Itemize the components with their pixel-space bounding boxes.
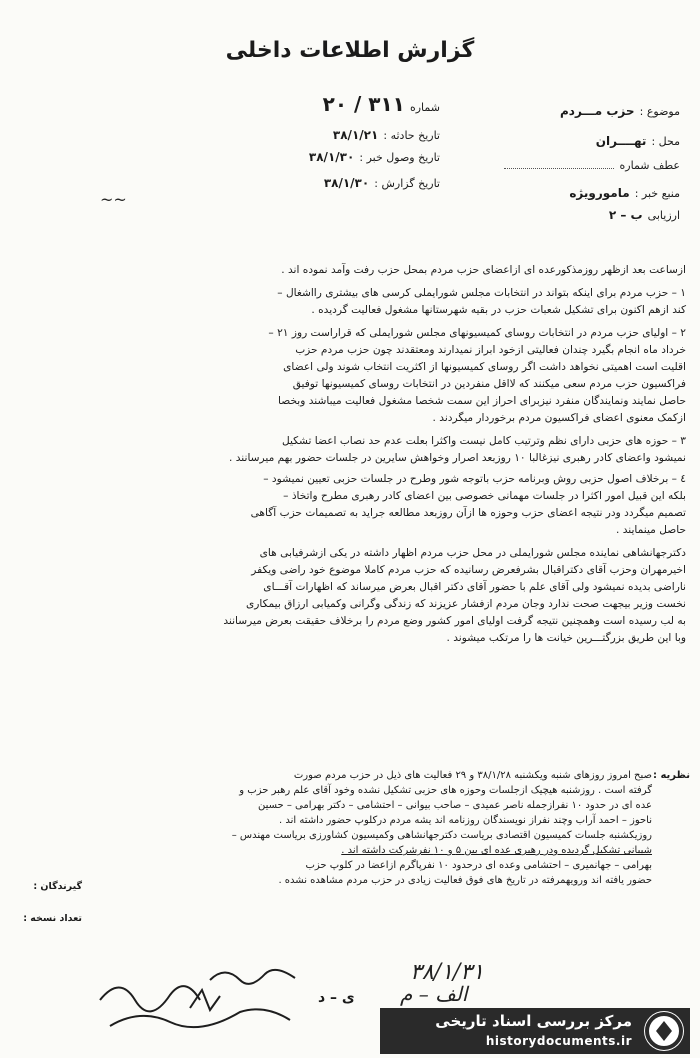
p2-line-b: خرداد ماه انجام بگیرد چندان فعالیتی ازخود ابراز نمیدارند ومعتقدند چون حزب مردم حزب [295, 344, 686, 356]
event-date-label: تاریخ حادثه : [383, 129, 440, 142]
intro-line: ازساعت بعد ازظهر روزمذکورعده ای ازاعضای حزب مردم بمحل حزب رفت وآمد نموده اند . [281, 264, 686, 276]
archive-banner [380, 1008, 690, 1054]
archive-url: historydocuments.ir [485, 1034, 632, 1048]
ref-dots [504, 168, 614, 169]
archive-name: مرکز بررسی اسناد تاریخی [435, 1012, 632, 1030]
p2-line-f: ازکمک معنوی اعضای فراکسیون مردم برخوردار میگردند . [432, 412, 686, 424]
p5-line-e: به لب رسیده است وهمچنین نتیجه گرفت اولیای امور کشور وضع مردم را برخلاف حقیقت بعرض میرسانند [223, 615, 686, 627]
note-body [96, 768, 652, 888]
p2-line-a: ۲ – اولیای حزب مردم در انتخابات روسای کمیسیونهای مجلس شورایملی که قراراست روز ۲۱ – [268, 327, 686, 339]
note-line-b: گرفته است . روزشنبه هیچیک ازجلسات وحوزه های حزبی تشکیل نشده وخود آقای علم رهبر حزب و [239, 785, 652, 796]
distribution-block [6, 880, 82, 926]
written-date: ۳۸/۱/۳۱ [410, 960, 484, 985]
number-label: شماره [409, 101, 440, 114]
note-label: نظریه : [652, 770, 690, 781]
note-line-f: شیبانی تشکیل گردیده ودر رهبری عده ای بین ۵ و ۱۰ نفرشرکت داشته اند . [341, 845, 652, 856]
p4-line-c: تصمیم میگردد ودر نتیجه اعضای حزب وحوزه ها ازآن روزبعد مطالعه جراید به تصمیمات حزب آگاهی [250, 507, 686, 519]
header-right [480, 100, 680, 226]
p5-line-c: ناراضی بدیده نمیشود ولی آقای علم با حضور آقای دکتر اقبال بعرض میرساند که اظهارات آقـــای [263, 581, 686, 593]
report-body [86, 262, 686, 647]
receipt-date-label: تاریخ وصول خبر : [359, 151, 440, 164]
note-line-g: بهرامی – جهانمیری – احتشامی وعده ای درحدود ۱۰ نفرپاگرم ازاعضا در کلوپ حزب [305, 860, 652, 871]
p2-line-c: اقلیت است اهمیتی نخواهد داشت اگر روسای کمیسیونها از اکثریت انتخاب شوند ولی اعضای [283, 361, 686, 373]
source-value: مامورویژه [569, 186, 630, 200]
p2-line-d: فراکسیون حزب مردم سعی میکنند که لااقل منفردین در انتخابات روسای کمیسیونها توفیق [292, 378, 686, 390]
grade-value: ب – ۲ [608, 208, 643, 222]
subject-value: حزب مـــردم [560, 104, 635, 118]
p3-line-a: ۳ – حوزه های حزبی دارای نظم وترتیب کامل نیست واکثرا بعلت عدم حد نصاب اعضا تشکیل [281, 435, 686, 447]
grade-label: ارزیابی [647, 209, 680, 222]
p1-line-a: ۱ – حزب مردم برای اینکه بتواند در انتخابات مجلس شورایملی کرسی های بیشتری رااشغال – [277, 287, 686, 299]
source-label: منبع خبر : [634, 187, 680, 200]
report-date-label: تاریخ گزارش : [374, 177, 440, 190]
note-line-e: روزیکشنبه جلسات کمیسیون اقتصادی بریاست دکترجهانشاهی وکمیسیون کشاورزی بریاست مهندس – [231, 830, 652, 841]
p2-line-e: حاصل نمایند ونمایندگان منفرد نیزبرای احراز این سمت شخصا مشغول فعالیت میباشند وبخصا [278, 395, 686, 407]
subject-label: موضوع : [639, 105, 680, 118]
header-middle [180, 92, 440, 194]
page-title: گزارش اطلاعات داخلی [225, 38, 475, 63]
note-line-a: صبح امروز روزهای شنبه ویکشنبه ۳۸/۱/۲۸ و ۲۹ فعالیت های ذیل در حزب مردم صورت [293, 770, 652, 781]
distributed-label: گیرندگان : [33, 881, 82, 892]
p4-line-d: حاصل مینمایند . [615, 524, 686, 536]
p5-line-a: دکترجهانشاهی نماینده مجلس شورایملی در محل حزب مردم اظهار داشته در یکی ازشرفیابی های [259, 547, 686, 559]
ref-label: عطف شماره [619, 159, 680, 172]
signature-left: الف – م [400, 982, 468, 1006]
event-date-value: ۳۸/۱/۲۱ [332, 128, 379, 142]
note-line-c: عده ای در حدود ۱۰ نفرازجمله ناصر عمیدی – صاحب بیوانی – احتشامی – دکتر بهرامی – حسین [257, 800, 652, 811]
p1-line-b: کند ازهم اکنون برای تشکیل شعبات حزب در بقیه شهرستانها مشغول فعالیت گردیده . [311, 304, 686, 316]
p5-line-d: نخست وزیر بیجهت صحت ندارد وجان مردم ازفشار عزیزند که زندگی وگرانی وکمیابی ارزاق بیمکاری [246, 598, 686, 610]
p5-line-b: اخیرمهران وحزب آقای دکتراقبال بشرفعرض رسانیده که حزب مردم کاملا موضوع خود راضی ویکفر [251, 564, 686, 576]
handwritten-signatures [90, 960, 310, 1040]
unit-code: ی – د [318, 990, 355, 1006]
copies-label: تعداد نسخه : [23, 913, 82, 924]
report-date-value: ۳۸/۱/۳۰ [323, 176, 370, 190]
receipt-date-value: ۳۸/۱/۳۰ [308, 150, 355, 164]
note-line-h: حضور یافته اند ورویهمرفته در تاریخ های فوق فعالیت زیادی در حزب مردم مشاهده نشده . [278, 875, 652, 886]
archive-logo-icon [644, 1011, 684, 1051]
p4-line-b: بلکه این قبیل امور اکثرا در جلسات مهمانی خصوصی بین اعضای کادر رهبری مطرح واتخاذ – [283, 490, 686, 502]
place-label: محل : [651, 135, 680, 148]
handwritten-mark: ~~ [100, 190, 127, 209]
number-value: ۳۱۱ / ۲۰ [322, 92, 405, 116]
p5-line-f: وبا این طریق بزرگتـــرین خیانت ها را مرتکب میشوند . [446, 632, 686, 644]
note-line-d: ناحوز – احمد آراب وچند نفراز نویسندگان روزنامه اند یشه مردم درکلوپ حضور داشته اند . [279, 815, 652, 826]
place-value: تهــــران [595, 134, 647, 148]
p3-line-b: نمیشود واعضای کادر رهبری نیزغالبا ۱۰ روزبعد اصرار وخواهش سایرین در جلسات حضور بهم میرسانند . [229, 452, 686, 464]
p4-line-a: ٤ – برخلاف اصول حزبی روش وبرنامه حزب باتوجه شور وطرح در جلسات حزبی تعیین نمیشود – [263, 473, 686, 485]
